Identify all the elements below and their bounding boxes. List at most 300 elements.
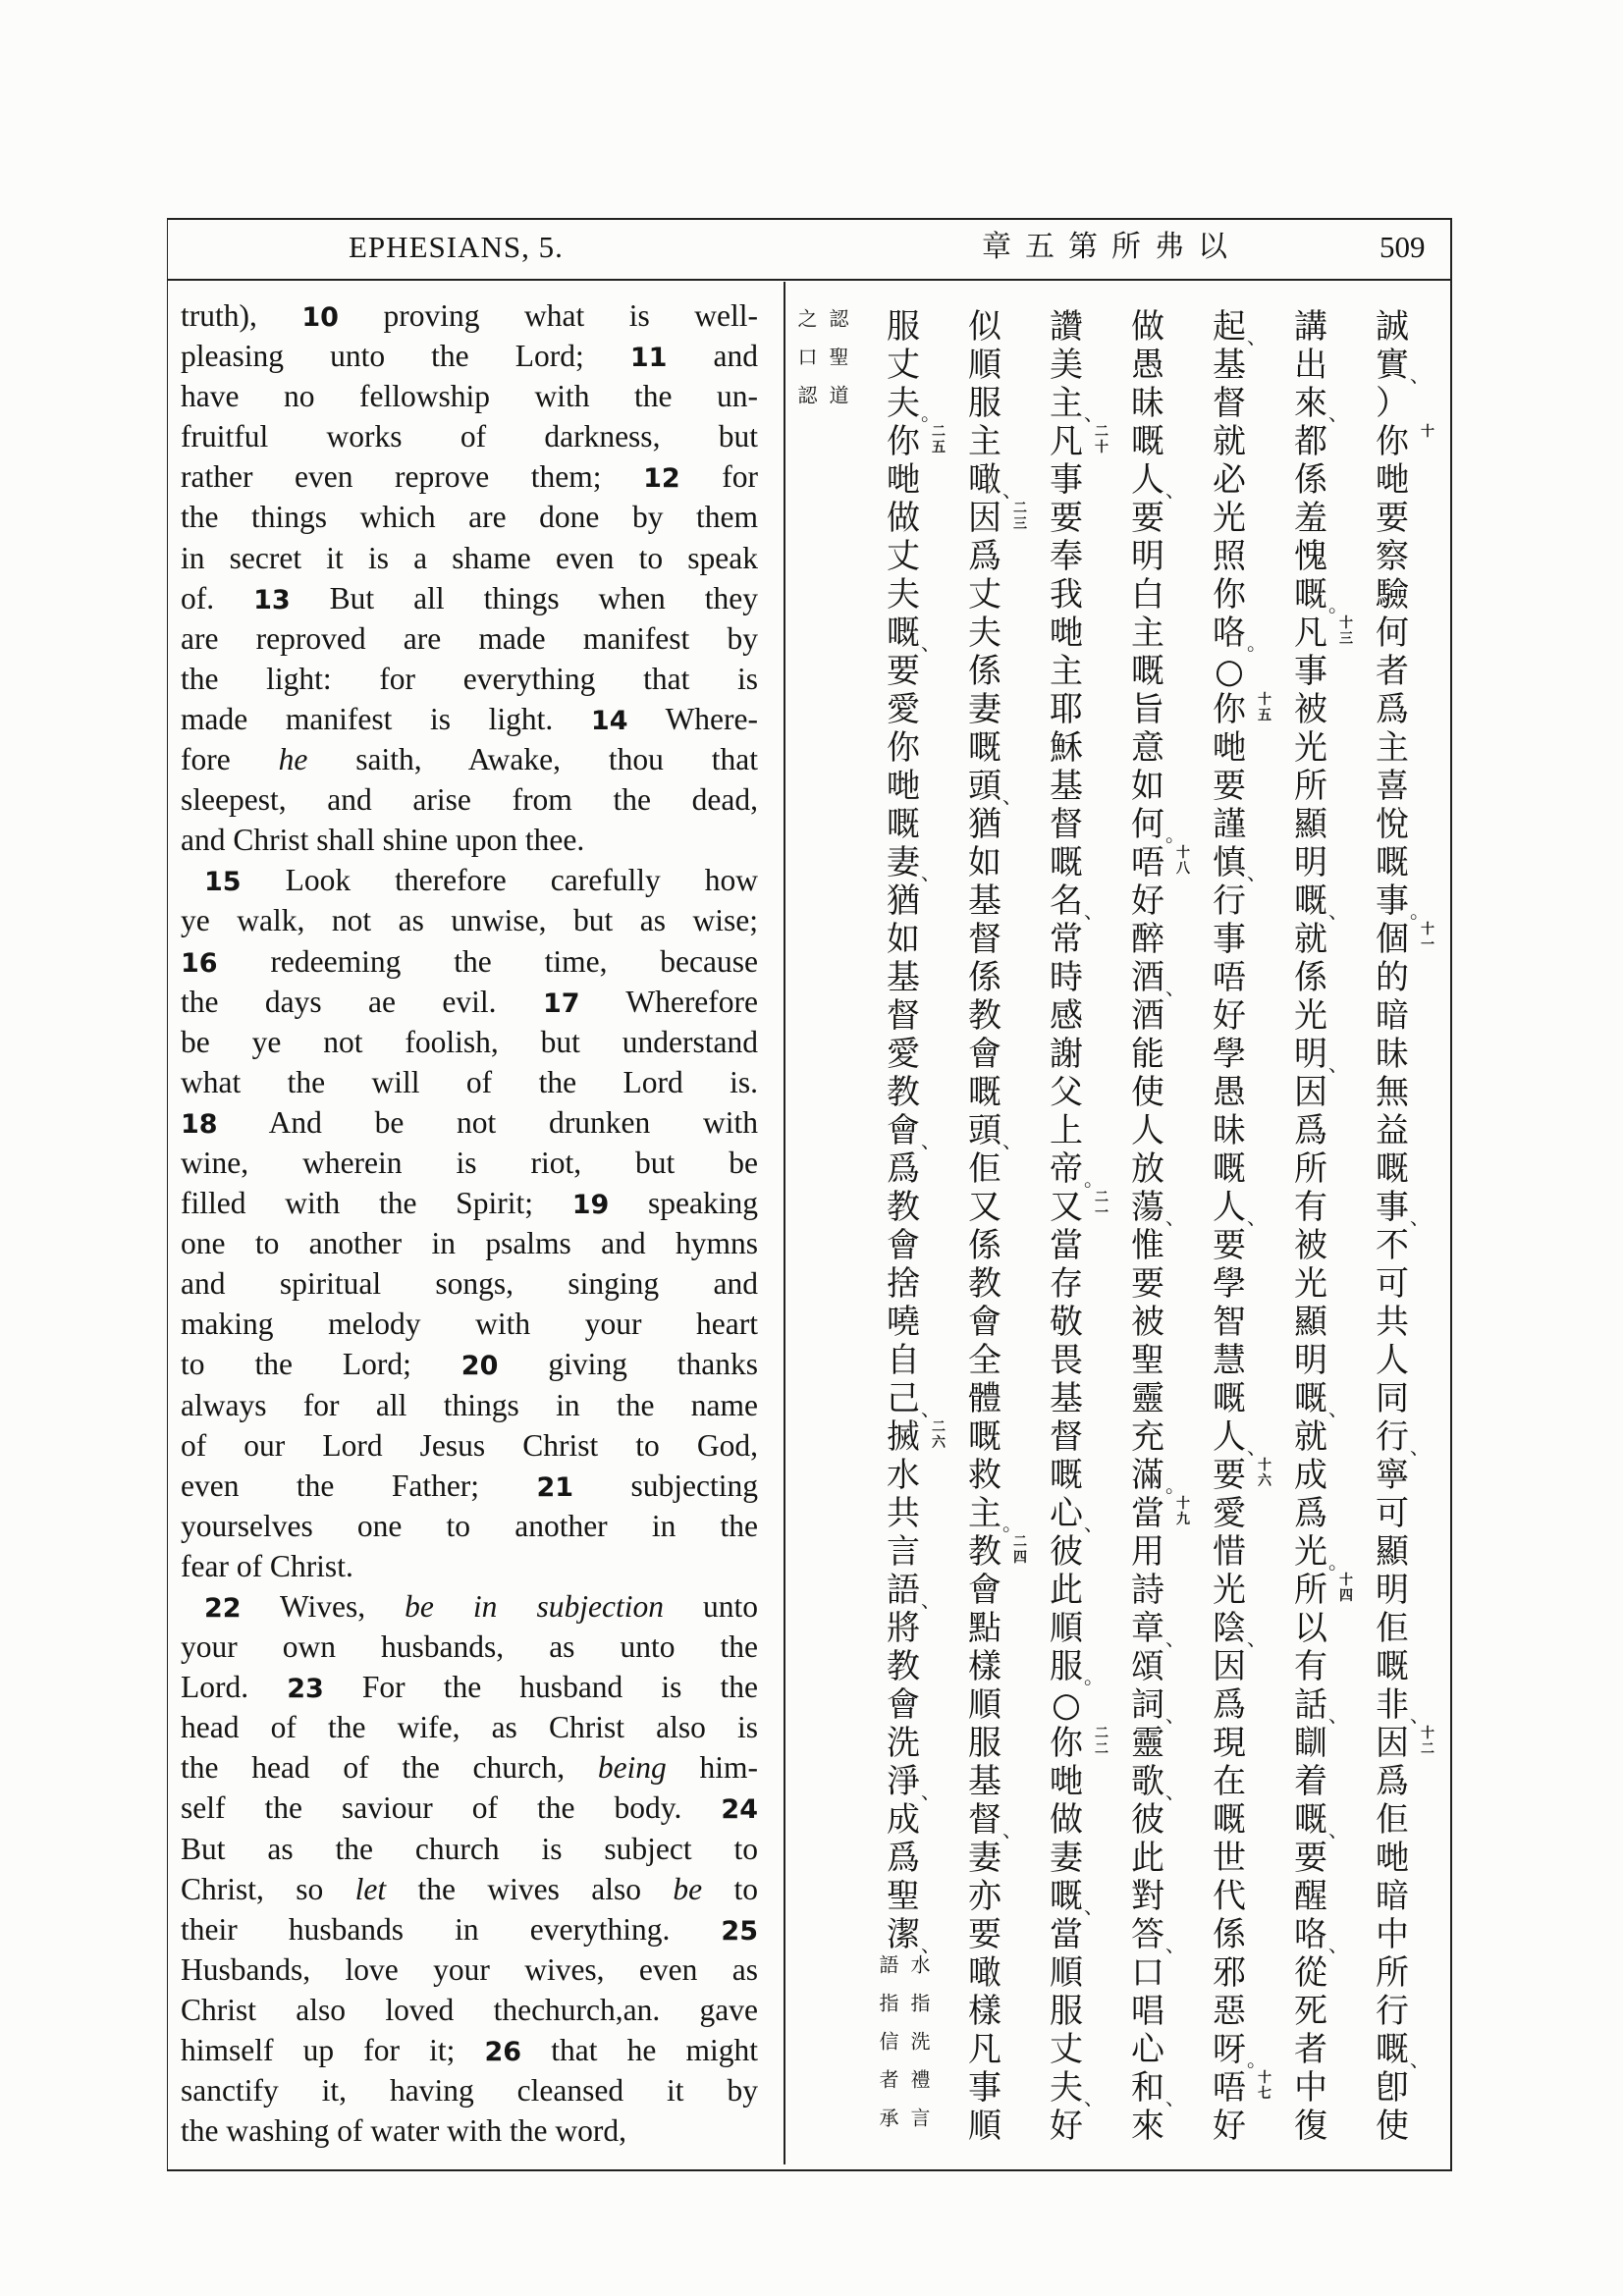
chinese-char xyxy=(1353,691,1432,729)
char: 事 xyxy=(1376,881,1409,921)
chinese-char xyxy=(946,576,1024,614)
chinese-char xyxy=(1353,538,1432,576)
text-line xyxy=(181,336,758,376)
chinese-char xyxy=(1353,1916,1432,1954)
char: 因 xyxy=(1294,1073,1327,1112)
chinese-char xyxy=(1109,1763,1187,1801)
char: 爲 xyxy=(1294,1111,1327,1150)
char: 答 xyxy=(1131,1915,1164,1954)
char: 被 xyxy=(1294,690,1327,729)
chinese-char xyxy=(1190,844,1269,882)
chinese-char xyxy=(1109,921,1187,959)
text: the light: for everything that is xyxy=(181,661,758,696)
verse-number: 15 xyxy=(204,867,242,898)
chinese-char xyxy=(1271,347,1350,385)
chinese-char xyxy=(1027,576,1106,614)
chinese-char xyxy=(1109,1074,1187,1112)
chinese-char xyxy=(946,2031,1024,2069)
punctuation: 、 xyxy=(1328,899,1348,923)
char: 係 xyxy=(1213,1915,1246,1954)
punctuation: 、 xyxy=(921,1397,941,1420)
char: 愛 xyxy=(1213,1494,1246,1533)
char: 嘅 xyxy=(1050,1456,1083,1495)
char: 嘅 xyxy=(1213,1149,1246,1189)
chinese-char xyxy=(1271,1916,1350,1954)
chinese-char xyxy=(1271,2069,1350,2108)
chinese-char xyxy=(1190,538,1269,576)
char: 詞 xyxy=(1131,1685,1164,1725)
char: 基 xyxy=(1050,767,1083,806)
chinese-char xyxy=(1027,1763,1106,1801)
char: 世 xyxy=(1213,1839,1246,1878)
char: 似 xyxy=(968,307,1001,347)
chinese-char xyxy=(1353,2031,1432,2069)
char: 就 xyxy=(1294,1417,1327,1457)
char: 寧 xyxy=(1376,1456,1409,1495)
char: 所 xyxy=(1376,1953,1409,1993)
text: fear of Christ. xyxy=(181,1548,353,1583)
chinese-char xyxy=(1109,2031,1187,2069)
chinese-char xyxy=(1190,1648,1269,1686)
char: 意 xyxy=(1131,728,1164,768)
chinese-char xyxy=(946,1763,1024,1801)
chinese-char xyxy=(1027,1954,1106,1993)
punctuation: 。 xyxy=(1410,899,1430,923)
char: 會 xyxy=(968,1571,1001,1610)
char: 樣 xyxy=(968,1992,1001,2031)
char: 點 xyxy=(968,1609,1001,1648)
char: 明 xyxy=(1294,1035,1327,1074)
verse-number: 14 xyxy=(590,705,628,736)
chinese-char xyxy=(1190,1457,1269,1495)
char: 猶 xyxy=(887,881,920,921)
char: 可 xyxy=(1376,1494,1409,1533)
verse-digit: 四 xyxy=(1013,1550,1027,1566)
chinese-char xyxy=(1027,1036,1106,1074)
verse-digit: 四 xyxy=(1339,1588,1353,1604)
char: 嘅 xyxy=(1050,843,1083,882)
char: 言 xyxy=(887,1532,920,1572)
chinese-char xyxy=(1353,1725,1432,1763)
text-line xyxy=(181,1990,758,2030)
text-line xyxy=(181,699,758,739)
chinese-char xyxy=(946,1036,1024,1074)
char: 你 xyxy=(887,728,920,768)
char: 慎 xyxy=(1213,843,1246,882)
char: 佢 xyxy=(1376,1609,1409,1648)
char: 者 xyxy=(1294,2030,1327,2069)
text-line xyxy=(181,900,758,940)
chinese-char xyxy=(864,1112,943,1150)
char: 酒 xyxy=(1131,996,1164,1036)
chinese-char xyxy=(1353,1227,1432,1265)
verse-number xyxy=(1012,501,1028,532)
text: what the will of the Lord is. xyxy=(181,1064,758,1099)
char: 頭 xyxy=(968,1111,1001,1150)
chinese-char xyxy=(1109,806,1187,844)
text: and Christ shall shine upon thee. xyxy=(181,823,585,858)
chinese-column xyxy=(783,308,861,423)
chinese-char xyxy=(946,691,1024,729)
char: 丈 xyxy=(968,575,1001,614)
chinese-char xyxy=(1271,1189,1350,1227)
chinese-char xyxy=(1190,1801,1269,1840)
chinese-char xyxy=(946,959,1024,997)
char: 你 xyxy=(887,422,920,461)
char: 誠 xyxy=(1376,307,1409,347)
text-line xyxy=(181,1788,758,1828)
chinese-char xyxy=(1353,1878,1432,1916)
char: 教 xyxy=(887,1073,920,1112)
punctuation: 。 xyxy=(921,401,941,425)
chinese-char xyxy=(864,1457,943,1495)
char: 嘅 xyxy=(1376,1149,1409,1189)
chinese-char xyxy=(1353,1993,1432,2031)
verse-digit: 五 xyxy=(932,440,946,455)
chinese-char xyxy=(1109,1725,1187,1763)
char: 時 xyxy=(1050,958,1083,997)
chinese-char xyxy=(1027,1380,1106,1418)
chinese-char xyxy=(864,1342,943,1380)
char: 係 xyxy=(968,1226,1001,1265)
chinese-char xyxy=(864,691,943,729)
punctuation: 。 xyxy=(1165,823,1185,846)
chinese-char xyxy=(1271,1304,1350,1342)
char: 嘅 xyxy=(1376,843,1409,882)
chinese-char xyxy=(1109,653,1187,691)
char: 服 xyxy=(968,384,1001,423)
char: 可 xyxy=(1376,1264,1409,1304)
chinese-char xyxy=(1353,461,1432,500)
char: 陰 xyxy=(1213,1609,1246,1648)
char: 白 xyxy=(1131,575,1164,614)
chinese-char xyxy=(864,729,943,768)
char: 人 xyxy=(1376,1341,1409,1380)
verse-number xyxy=(1257,692,1272,723)
char: 好 xyxy=(1050,2107,1083,2146)
verse-number: 23 xyxy=(287,1674,324,1705)
chinese-char xyxy=(1353,806,1432,844)
text-line xyxy=(181,1667,758,1707)
text-line xyxy=(181,1546,758,1586)
char: 順 xyxy=(968,1685,1001,1725)
punctuation: 、 xyxy=(1247,1435,1267,1459)
char: 會 xyxy=(968,1035,1001,1074)
text: rather even reprove them; xyxy=(181,459,644,495)
chinese-char xyxy=(1027,1648,1106,1686)
chinese-char xyxy=(1353,997,1432,1036)
chinese-char xyxy=(1027,921,1106,959)
chinese-char xyxy=(1271,1878,1350,1916)
chinese-char xyxy=(1353,921,1432,959)
punctuation: 。 xyxy=(1084,1665,1104,1688)
chinese-char xyxy=(1190,385,1269,423)
chinese-char xyxy=(1271,1150,1350,1189)
chinese-char xyxy=(1353,1150,1432,1189)
punctuation: 、 xyxy=(1084,2086,1104,2109)
chinese-char xyxy=(1353,1074,1432,1112)
chinese-column xyxy=(1353,308,1432,2146)
chinese-char xyxy=(1190,1725,1269,1763)
char: 嘅 xyxy=(1213,1379,1246,1418)
char: 不 xyxy=(1376,1226,1409,1265)
chinese-char xyxy=(1027,1074,1106,1112)
char: 愛 xyxy=(887,1035,920,1074)
char: 昧 xyxy=(1376,1035,1409,1074)
chinese-char xyxy=(864,385,943,423)
text: fruitful works of darkness, but xyxy=(181,419,758,454)
text: the head of the church, xyxy=(181,1750,598,1786)
char: 事 xyxy=(1213,920,1246,959)
chinese-char xyxy=(1027,1342,1106,1380)
punctuation: 、 xyxy=(1084,1895,1104,1918)
chinese-char xyxy=(1271,1418,1350,1457)
chinese-char xyxy=(1271,500,1350,538)
char: 靈 xyxy=(1131,1724,1164,1763)
chinese-char xyxy=(1109,1801,1187,1840)
char: ○ xyxy=(1215,652,1244,691)
chinese-char xyxy=(1027,997,1106,1036)
char: 嘅 xyxy=(1213,1800,1246,1840)
chinese-char xyxy=(946,2108,1024,2146)
char: 蕩 xyxy=(1131,1188,1164,1227)
chinese-char xyxy=(946,1304,1024,1342)
char: 妻 xyxy=(968,690,1001,729)
chinese-char xyxy=(864,1265,943,1304)
char: 行 xyxy=(1376,1417,1409,1457)
chinese-char xyxy=(864,576,943,614)
chinese-char xyxy=(1271,576,1350,614)
chinese-char xyxy=(946,1495,1024,1533)
char: 帝 xyxy=(1050,1149,1083,1189)
chinese-char xyxy=(1190,1189,1269,1227)
chinese-char xyxy=(864,1189,943,1227)
chinese-char xyxy=(1190,2069,1269,2108)
chinese-column xyxy=(1109,307,1190,2146)
text-line xyxy=(181,1747,758,1788)
chinese-char xyxy=(864,959,943,997)
verse-digit: 九 xyxy=(1176,1512,1190,1527)
char: 主 xyxy=(1050,384,1083,423)
char: 爲 xyxy=(1376,690,1409,729)
text-line xyxy=(181,1586,758,1627)
chinese-char xyxy=(1109,1418,1187,1457)
chinese-char xyxy=(864,308,943,347)
chinese-char xyxy=(1190,1763,1269,1801)
chinese-char xyxy=(1190,921,1269,959)
char: 使 xyxy=(1376,2107,1409,2146)
chinese-char xyxy=(1271,1840,1350,1878)
chinese-char xyxy=(864,768,943,806)
char: 放 xyxy=(1131,1149,1164,1189)
chinese-char xyxy=(1109,1189,1187,1227)
char: 當 xyxy=(1050,1915,1083,1954)
italic-text: being xyxy=(597,1750,667,1786)
char: 督 xyxy=(968,1800,1001,1840)
chinese-char xyxy=(864,422,946,461)
chinese-char xyxy=(946,729,1024,768)
char: 嘅 xyxy=(1376,2030,1409,2069)
chinese-char xyxy=(1271,1610,1350,1648)
punctuation: 、 xyxy=(1002,1818,1022,1842)
text-line xyxy=(181,1627,758,1667)
annotation-left: 之口認 xyxy=(794,308,818,423)
char: 旨 xyxy=(1131,690,1164,729)
text: sleepest, and arise from the dead, xyxy=(181,782,758,818)
char: 個 xyxy=(1376,920,1409,959)
punctuation: 、 xyxy=(921,861,941,884)
char: 嘅 xyxy=(1294,575,1327,614)
char: 代 xyxy=(1213,1877,1246,1916)
chinese-column xyxy=(1027,307,1109,2146)
char: 卽 xyxy=(1376,2068,1409,2108)
char: 順 xyxy=(1050,1953,1083,1993)
chinese-char xyxy=(1109,538,1187,576)
chinese-char xyxy=(1027,1150,1106,1189)
chinese-char xyxy=(1027,1878,1106,1916)
char: 服 xyxy=(1050,1647,1083,1686)
char: ） xyxy=(1376,384,1409,423)
char: 愚 xyxy=(1213,1073,1246,1112)
annotation-note xyxy=(783,308,861,423)
char: 邪 xyxy=(1213,1953,1246,1993)
text: to the Lord; xyxy=(181,1347,461,1382)
text-line xyxy=(181,1909,758,1949)
char: 顯 xyxy=(1376,1532,1409,1572)
chinese-char xyxy=(1027,2069,1106,2108)
char: 哋 xyxy=(1050,1762,1083,1801)
verse-number xyxy=(1257,2070,1272,2102)
char: 愧 xyxy=(1294,537,1327,576)
chinese-char xyxy=(1271,461,1350,500)
char: 基 xyxy=(1050,1379,1083,1418)
verse-digit: 二 xyxy=(1095,1741,1109,1757)
char: 從 xyxy=(1294,1953,1327,1993)
chinese-char xyxy=(946,653,1024,691)
char: 洗 xyxy=(887,1724,920,1763)
chinese-char xyxy=(946,1916,1024,1954)
italic-text: he xyxy=(278,742,308,777)
chinese-char xyxy=(1027,1457,1106,1495)
punctuation: 、 xyxy=(1002,1129,1022,1152)
chinese-char xyxy=(1353,1380,1432,1418)
char: 被 xyxy=(1131,1303,1164,1342)
char: 嘅 xyxy=(1376,1647,1409,1686)
text: the washing of water with the word, xyxy=(181,2113,627,2149)
char: 爲 xyxy=(1294,1494,1327,1533)
chinese-char xyxy=(1190,614,1269,653)
text: But as the church is subject to xyxy=(181,1831,758,1866)
chinese-char xyxy=(1271,921,1350,959)
chinese-char xyxy=(1109,423,1187,461)
chinese-char xyxy=(1109,1954,1187,1993)
char: 人 xyxy=(1213,1188,1246,1227)
char: 督 xyxy=(887,996,920,1036)
punctuation: 、 xyxy=(1165,1933,1185,1956)
text-line xyxy=(181,1344,758,1384)
verse-digit: 一 xyxy=(1095,1205,1109,1221)
chinese-char xyxy=(946,882,1024,921)
chinese-char xyxy=(1190,1304,1269,1342)
chinese-char xyxy=(1353,1533,1432,1572)
punctuation: 、 xyxy=(1084,1512,1104,1535)
chinese-char xyxy=(946,1954,1024,1993)
char: 好 xyxy=(1213,2107,1246,2146)
chinese-char xyxy=(1027,614,1106,653)
char: 係 xyxy=(1294,958,1327,997)
chinese-char xyxy=(946,844,1024,882)
punctuation: 、 xyxy=(1410,363,1430,387)
char: 感 xyxy=(1050,996,1083,1036)
char: 主 xyxy=(1131,614,1164,653)
char: 丈 xyxy=(887,537,920,576)
punctuation: 、 xyxy=(1165,478,1185,502)
char: 會 xyxy=(887,1685,920,1725)
char: 人 xyxy=(1131,1111,1164,1150)
chinese-char xyxy=(1353,1304,1432,1342)
char: 搣 xyxy=(887,1417,920,1457)
chinese-char xyxy=(1190,423,1269,461)
text: giving thanks xyxy=(498,1347,759,1382)
char: 猶 xyxy=(968,805,1001,844)
chinese-char xyxy=(1190,691,1269,729)
chinese-char xyxy=(1109,1227,1187,1265)
chinese-char xyxy=(1190,347,1269,385)
char: 呀 xyxy=(1213,2030,1246,2069)
chinese-char xyxy=(1353,1112,1432,1150)
char: 和 xyxy=(1131,2068,1164,2108)
text: wine, wherein is riot, but be xyxy=(181,1145,758,1180)
char: 酒 xyxy=(1131,958,1164,997)
punctuation: 、 xyxy=(1247,861,1267,884)
verse-number xyxy=(1420,1726,1435,1757)
verse-digit: 三 xyxy=(1013,516,1027,532)
chinese-char xyxy=(1190,461,1269,500)
chinese-char xyxy=(1271,1725,1350,1763)
char: 上 xyxy=(1050,1111,1083,1150)
chinese-char xyxy=(1190,1993,1269,2031)
char: 讚 xyxy=(1050,307,1083,347)
chinese-char xyxy=(1353,1265,1432,1304)
english-text-column xyxy=(181,295,758,2151)
chinese-char xyxy=(1027,1304,1106,1342)
chinese-char xyxy=(864,882,943,921)
char: 服 xyxy=(968,1724,1001,1763)
chinese-char xyxy=(946,1150,1024,1189)
chinese-char xyxy=(1353,1495,1432,1533)
char: 悅 xyxy=(1376,805,1409,844)
chinese-char xyxy=(1027,1916,1106,1954)
punctuation: 、 xyxy=(1002,478,1022,502)
chinese-char xyxy=(1109,768,1187,806)
char: 謝 xyxy=(1050,1035,1083,1074)
char: 暗 xyxy=(1376,1877,1409,1916)
char: 噉 xyxy=(968,460,1001,500)
chinese-char xyxy=(946,1457,1024,1495)
char: 要 xyxy=(1213,767,1246,806)
char: 佢 xyxy=(1376,1800,1409,1840)
char: 者 xyxy=(1376,652,1409,691)
text-line xyxy=(181,941,758,982)
chinese-char xyxy=(1271,1801,1350,1840)
chinese-char xyxy=(946,1648,1024,1686)
char: 因 xyxy=(1376,1724,1409,1763)
text: always for all things in the name xyxy=(181,1387,758,1422)
char: 又 xyxy=(1050,1188,1083,1227)
text: the wives also xyxy=(386,1871,674,1906)
chinese-char xyxy=(1109,500,1187,538)
chinese-char xyxy=(1271,1227,1350,1265)
